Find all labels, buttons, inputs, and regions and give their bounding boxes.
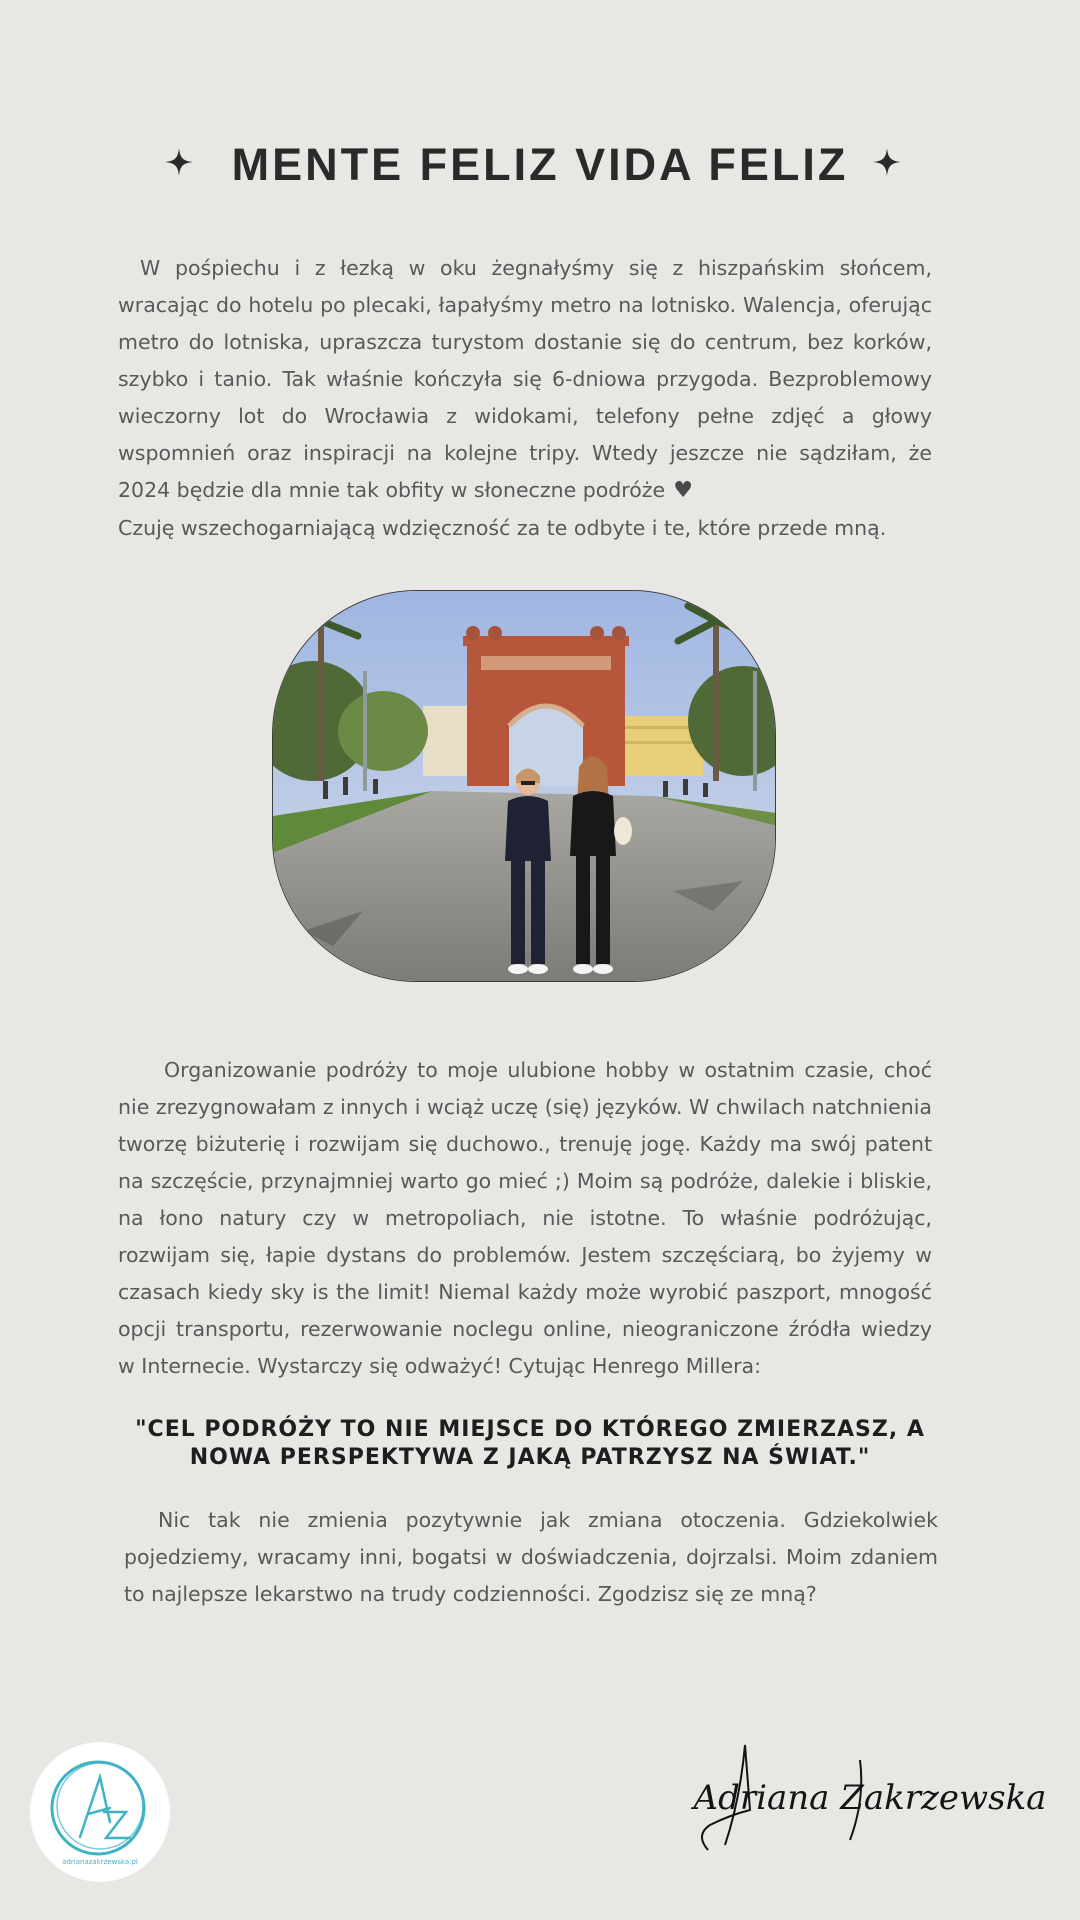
closing-paragraph: Nic tak nie zmienia pozytywnie jak zmiana otoczenia. Gdziekolwiek pojedziemy, wracamy inni, bogatsi w doświadczenia, dojrzalsi. Moim zdaniem to najlepsze lekarstwo na trudy codzienności. Zgodzisz się ze mną? — [124, 1508, 938, 1606]
signature — [690, 1740, 1050, 1860]
intro-paragraph-text: W pośpiechu i z łezką w oku żegnałyśmy się z hiszpańskim słońcem, wracając do hotelu po plecaki, łapałyśmy metro na lotnisko. Walencja, oferując metro do lotniska, upraszcza turystom dostanie się do centrum, bez korków, szybko i tanio. Tak właśnie kończyła się 6-dniowa przygoda. Bezproblemowy wieczorny lot do Wrocławia z widokami, telefony pełne zdjęć a głowy wspomnień oraz inspiracji na kolejne tripy. Wtedy jeszcze nie sądziłam, że 2024 będzie dla mnie tak obfity w słoneczne podróże — [118, 256, 932, 502]
quote: "CEL PODRÓŻY TO NIE MIEJSCE DO KTÓREGO ZMIERZASZ, A NOWA PERSPEKTYWA Z JAKĄ PATRZYSZ NA ŚWIAT." — [135, 1417, 925, 1470]
monogram-logo-icon — [30, 1742, 170, 1882]
intro-paragraph — [118, 250, 932, 509]
sparkle-icon — [164, 147, 194, 177]
logo-caption: adrianazakrzewska.pl — [62, 1858, 138, 1866]
sparkle-icon — [872, 147, 902, 177]
brand-logo — [30, 1742, 170, 1882]
heart-icon: ♥ — [673, 478, 693, 503]
hobby-paragraph: Organizowanie podróży to moje ulubione hobby w ostatnim czasie, choć nie zrezygnowałam z innych i wciąż uczę (się) języków. W chwilach natchnienia tworzę biżuterię i rozwijam się duchowo., trenuję jogę. Każdy ma swój patent na szczęście, przynajmniej warto go mieć ;) Moim są podróże, dalekie i bliskie, na łono natury czy w metropoliach, nie istotne. To właśnie podróżując, rozwijam się, łapie dystans do problemów. Jestem szczęściarą, bo żyjemy w czasach kiedy sky is the limit! Niemal każdy może wyrobić paszport, mnogość opcji transportu, rezerwowanie noclegu online, nieograniczone źródła wiedzy w Internecie. Wystarczy się odważyć! Cytując Henrego Millera: — [118, 1058, 932, 1378]
title-row — [0, 135, 1080, 195]
travel-photo — [272, 590, 776, 982]
gratitude-line: Czuję wszechogarniającą wdzięczność za te odbyte i te, które przede mną. — [118, 516, 887, 540]
page-title: MENTE FELIZ VIDA FELIZ — [231, 139, 849, 190]
signature-text: Adriana Zakrzewska — [693, 1778, 1047, 1818]
